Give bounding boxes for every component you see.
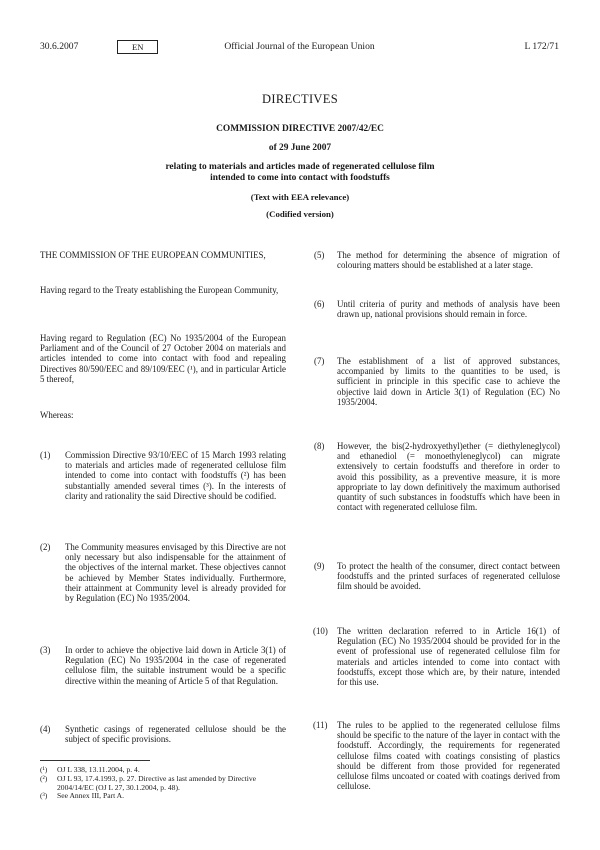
title-block [40, 92, 560, 219]
footnote-mark: (³) [40, 791, 48, 801]
recital-text: Until criteria of purity and methods of analysis have been drawn up, national provisions should remain in force. [337, 299, 560, 320]
recital-text: The Community measures envisaged by this Directive are not only necessary but also indispensable for the attainment of the objectives of the internal market. These objectives cannot be achieved by Member States individually. Furthermore, their attainment at Community level is already provided for by Regulation (EC) No 1935/2004. [65, 542, 286, 604]
preamble-having-regulation: Having regard to Regulation (EC) No 1935/2004 of the European Parliament and of the Council of 27 October 2004 on materials and articles intended to come into contact with food and repealing Directives 80/590/EEC and 89/109/EEC (¹), and in particular Article 5 thereof, [40, 333, 286, 384]
recital-text: To protect the health of the consumer, direct contact between foodstuffs and the printed surfaces of regenerated cellulose film should be avoided. [337, 561, 560, 592]
recital-text: The method for determining the absence of migration of colouring matters should be established at a later stage. [337, 250, 560, 271]
recital-text: However, the bis(2-hydroxyethyl)ether (= diethyleneglycol) and ethanediol (= monoethyleneglycol) can migrate extensively to certain foodstuffs and therefore in order to avoid this possibility, as a preventive measure, it is more appropriate to lay down definitively the maximum authorised quantity of such substances in foodstuffs which have been in contact with regenerated cellulose film. [337, 441, 560, 513]
preamble-authority: THE COMMISSION OF THE EUROPEAN COMMUNITIES, [40, 250, 266, 260]
journal-header [40, 41, 559, 55]
recital-text: The written declaration referred to in Article 16(1) of Regulation (EC) No 1935/2004 should be provided for in the event of professional use of regenerated cellulose film for materials and articles intended to come into contact with foodstuffs, except those which are, by their nature, intended for this use. [337, 626, 560, 688]
recital-number: (5) [314, 250, 325, 260]
page-reference: L 172/71 [524, 41, 559, 52]
footnotes [40, 766, 286, 801]
recital-number: (8) [314, 441, 325, 451]
footnote [40, 775, 286, 793]
recital-text: The establishment of a list of approved substances, accompanied by limits to the quantities to be used, is sufficient in principle in this specific case to achieve the objective laid down in Article 3(1) of Regulation (EC) No 1935/2004. [337, 356, 560, 407]
recital-number: (2) [40, 542, 51, 552]
recital-number: (3) [40, 645, 51, 655]
footnote-text: OJ L 338, 13.11.2004, p. 4. [57, 765, 140, 774]
recital-text: Commission Directive 93/10/EEC of 15 March 1993 relating to materials and articles made of regenerated cellulose film intended to come into contact with foodstuffs (²) has been substantially amended several times (³). In the interests of clarity and rationality the said Directive should be codified. [65, 450, 286, 501]
section-title: DIRECTIVES [262, 92, 338, 106]
directive-date: of 29 June 2007 [268, 143, 332, 153]
recital-text: The rules to be applied to the regenerated cellulose films should be specific to the nature of the layer in contact with the foodstuff. Accordingly, the requirements for regenerated cellulose films coated with coatings consisting of plastics should be different from those provided for regenerated cellulose films uncoated or coated with coatings derived from cellulose. [337, 720, 560, 792]
footnote-divider [40, 760, 150, 761]
footnote [40, 792, 286, 801]
recital-number: (9) [314, 561, 325, 571]
footnote-mark: (²) [40, 773, 48, 783]
directive-subject: relating to materials and articles made of regenerated cellulose film intended to come into contact with foodstuffs [165, 162, 435, 183]
publication-date: 30.6.2007 [40, 41, 79, 52]
footnote-text: See Annex III, Part A. [57, 791, 125, 801]
recital-text: Synthetic casings of regenerated cellulose should be the subject of specific provisions. [65, 724, 286, 745]
directive-title: COMMISSION DIRECTIVE 2007/42/EC [216, 124, 384, 134]
recital-number: (4) [40, 724, 51, 734]
preamble-whereas: Whereas: [40, 410, 74, 420]
footnote-mark: (¹) [40, 765, 48, 774]
eea-relevance: (Text with EEA relevance) [250, 192, 350, 202]
journal-title: Official Journal of the European Union [224, 41, 375, 52]
recital-number: (1) [40, 450, 51, 460]
recital-text: In order to achieve the objective laid down in Article 3(1) of Regulation (EC) No 1935/2004 in the case of regenerated cellulose film, the suitable instrument would be a specific directive within the meaning of Article 5 of that Regulation. [65, 645, 286, 686]
recital-number: (10) [313, 626, 328, 636]
recital-number: (6) [314, 299, 325, 309]
language-badge: EN [117, 40, 158, 54]
recital-number: (7) [314, 356, 325, 366]
recital-number: (11) [313, 720, 328, 730]
codified-version: (Codified version) [266, 209, 334, 219]
preamble-having-treaty: Having regard to the Treaty establishing the European Community, [40, 285, 279, 295]
footnote-text: OJ L 93, 17.4.1993, p. 27. Directive as last amended by Directive 2004/14/EC (OJ L 27, 30.1.2004, p. 48). [57, 773, 257, 792]
